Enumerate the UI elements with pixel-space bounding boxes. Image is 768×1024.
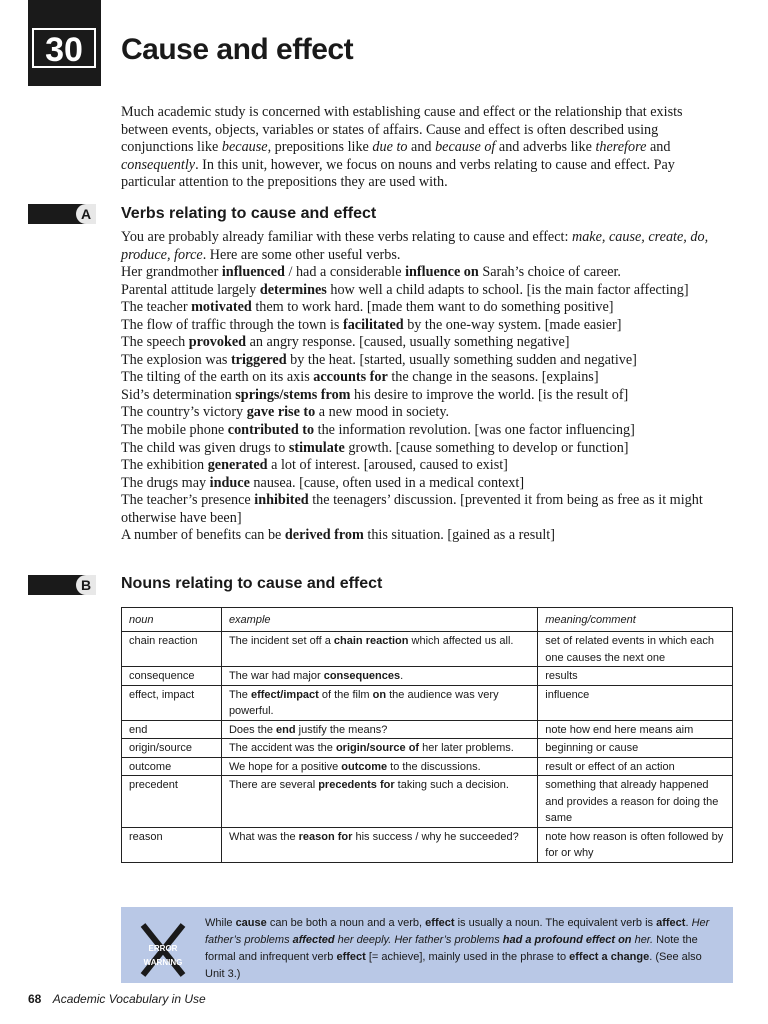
section-a-line: The exhibition generated a lot of interest. [aroused, caused to exist] bbox=[121, 457, 508, 474]
error-warning-icon bbox=[129, 919, 197, 979]
section-a-line: The teacher motivated them to work hard. [made them want to do something positive] bbox=[121, 299, 614, 316]
table-cell-noun: consequence bbox=[122, 667, 222, 686]
table-cell-noun: origin/source bbox=[122, 739, 222, 758]
section-a-line: The explosion was triggered by the heat. [started, usually something sudden and negative] bbox=[121, 351, 637, 368]
section-a-letter: A bbox=[76, 204, 96, 224]
table-cell-meaning: result or effect of an action bbox=[538, 757, 733, 776]
table-cell-example: We hope for a positive outcome to the discussions. bbox=[221, 757, 537, 776]
section-a-line: A number of benefits can be derived from this situation. [gained as a result] bbox=[121, 527, 555, 544]
table-row bbox=[122, 776, 733, 828]
table-cell-meaning: beginning or cause bbox=[538, 739, 733, 758]
section-a-line: Sid’s determination springs/stems from his desire to improve the world. [is the result of] bbox=[121, 386, 629, 403]
table-row bbox=[122, 757, 733, 776]
section-a-heading: Verbs relating to cause and effect bbox=[121, 205, 377, 222]
table-row bbox=[122, 667, 733, 686]
section-a-marker bbox=[28, 204, 96, 224]
table-cell-noun: precedent bbox=[122, 776, 222, 828]
table-cell-meaning: set of related events in which each one causes the next one bbox=[538, 632, 733, 667]
table-cell-noun: chain reaction bbox=[122, 632, 222, 667]
table-cell-meaning: influence bbox=[538, 685, 733, 720]
section-a-line: Her grandmother influenced / had a considerable influence on Sarah’s choice of career. bbox=[121, 264, 621, 281]
section-b-marker bbox=[28, 575, 96, 595]
table-cell-example: The effect/impact of the film on the audience was very powerful. bbox=[221, 685, 537, 720]
table-cell-meaning: note how reason is often followed by for or why bbox=[538, 827, 733, 862]
table-header-meaning: meaning/comment bbox=[538, 608, 733, 632]
section-a-line: The mobile phone contributed to the information revolution. [was one factor influencing] bbox=[121, 422, 635, 439]
table-row bbox=[122, 685, 733, 720]
section-a-line: The drugs may induce nausea. [cause, often used in a medical context] bbox=[121, 474, 525, 491]
table-cell-example: Does the end justify the means? bbox=[221, 720, 537, 739]
unit-number-badge bbox=[28, 0, 101, 86]
page-footer bbox=[28, 992, 206, 1006]
table-cell-noun: effect, impact bbox=[122, 685, 222, 720]
table-cell-noun: reason bbox=[122, 827, 222, 862]
section-a-line: You are probably already familiar with these verbs relating to cause and effect: make, cause, create, do, produce, force. Here are some other useful verbs. bbox=[121, 229, 709, 263]
warning-icon-label-1: ERROR bbox=[148, 944, 178, 953]
error-warning-box bbox=[121, 907, 733, 983]
section-a-line: The country’s victory gave rise to a new mood in society. bbox=[121, 404, 450, 421]
table-row bbox=[122, 739, 733, 758]
table-header-noun: noun bbox=[122, 608, 222, 632]
section-a-body bbox=[121, 229, 726, 545]
section-b-heading: Nouns relating to cause and effect bbox=[121, 575, 383, 592]
section-a-line: Parental attitude largely determines how well a child adapts to school. [is the main factor affecting] bbox=[121, 281, 689, 298]
section-a-line: The teacher’s presence inhibited the teenagers’ discussion. [prevented it from being as free as it might otherwise have been] bbox=[121, 492, 703, 526]
table-header-row bbox=[122, 608, 733, 632]
section-a-line: The child was given drugs to stimulate growth. [cause something to develop or function] bbox=[121, 439, 629, 456]
section-b-letter: B bbox=[76, 575, 96, 595]
warning-text: While cause can be both a noun and a verb, effect is usually a noun. The equivalent verb is affect. Her father’s problems affected her deeply. Her father’s problems had a profound effect on her. Note the formal and infrequent verb effect [= achieve], mainly used in the phrase to effect a change. (See also Unit 3.) bbox=[205, 917, 710, 980]
section-a-line: The speech provoked an angry response. [caused, usually something negative] bbox=[121, 334, 570, 351]
table-cell-example: There are several precedents for taking such a decision. bbox=[221, 776, 537, 828]
book-title: Academic Vocabulary in Use bbox=[52, 992, 206, 1006]
table-row bbox=[122, 827, 733, 862]
table-row bbox=[122, 632, 733, 667]
table-header-example: example bbox=[221, 608, 537, 632]
section-a-line: The tilting of the earth on its axis accounts for the change in the seasons. [explains] bbox=[121, 369, 599, 386]
page-number: 68 bbox=[28, 992, 42, 1006]
table-cell-meaning: results bbox=[538, 667, 733, 686]
table-cell-noun: end bbox=[122, 720, 222, 739]
warning-icon-label-2: WARNING bbox=[143, 958, 183, 967]
nouns-table bbox=[121, 607, 733, 863]
table-cell-meaning: something that already happened and provides a reason for doing the same bbox=[538, 776, 733, 828]
section-a-line: The flow of traffic through the town is facilitated by the one-way system. [made easier] bbox=[121, 316, 622, 333]
table-cell-example: The war had major consequences. bbox=[221, 667, 537, 686]
unit-number: 30 bbox=[32, 28, 96, 68]
table-row bbox=[122, 720, 733, 739]
table-cell-noun: outcome bbox=[122, 757, 222, 776]
table-cell-example: The incident set off a chain reaction which affected us all. bbox=[221, 632, 537, 667]
unit-badge-bar bbox=[28, 76, 101, 86]
page-title: Cause and effect bbox=[121, 33, 354, 66]
table-cell-example: The accident was the origin/source of her later problems. bbox=[221, 739, 537, 758]
intro-paragraph: Much academic study is concerned with establishing cause and effect or the relationship that exists between events, objects, variables or states of affairs. Cause and effect is often described using conjunctions like because, prepositions like due to and because of and adverbs like therefore and consequently. In this unit, however, we focus on nouns and verbs relating to cause and effect. Pay particular attention to the prepositions they are used with. bbox=[121, 104, 683, 191]
table-cell-meaning: note how end here means aim bbox=[538, 720, 733, 739]
table-cell-example: What was the reason for his success / why he succeeded? bbox=[221, 827, 537, 862]
